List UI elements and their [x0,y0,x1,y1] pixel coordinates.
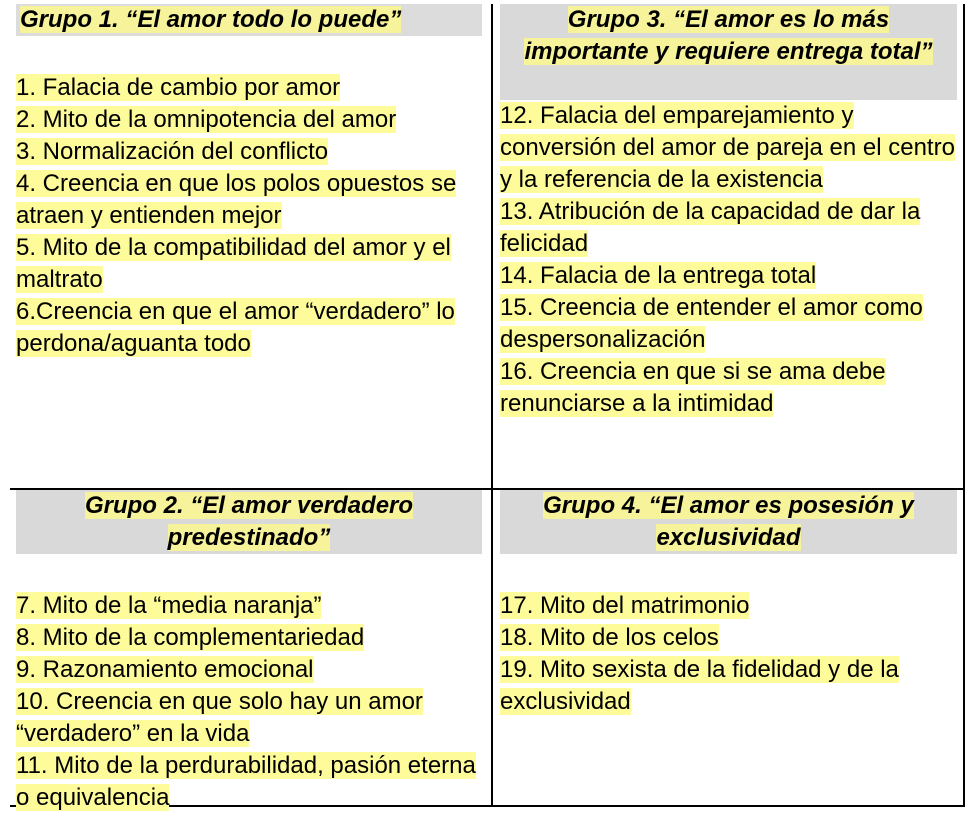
list-item: 6.Creencia en que el amor “verdadero” lo perdona/aguanta todo [16,298,455,357]
group-3-list [500,100,957,420]
list-item: 4. Creencia en que los polos opuestos se atraen y entienden mejor [16,170,457,229]
list-item: 12. Falacia del emparejamiento y conversión del amor de pareja en el centro y la referencia de la existencia [500,102,955,193]
column-divider [491,4,493,805]
group-4-cell [500,490,957,718]
group-2-cell [16,490,482,814]
group-1-list [16,72,482,360]
list-item: 14. Falacia de la entrega total [500,262,817,289]
list-item: 17. Mito del matrimonio [500,592,750,619]
group-1-header [16,4,482,36]
list-item: 7. Mito de la “media naranja” [16,592,322,619]
list-item: 9. Razonamiento emocional [16,656,314,683]
group-1-cell [16,4,482,360]
group-4-list [500,590,957,718]
group-2-header [16,490,482,554]
group-2-list [16,590,482,814]
group-2-title: Grupo 2. “El amor verdadero predestinado” [84,492,414,551]
list-item: 15. Creencia de entender el amor como despersonalización [500,294,923,353]
group-4-header [500,490,957,554]
list-item: 18. Mito de los celos [500,624,719,651]
list-item: 3. Normalización del conflicto [16,138,329,165]
group-4-title: Grupo 4. “El amor es posesión y exclusividad [543,492,914,551]
list-item: 8. Mito de la complementariedad [16,624,365,651]
list-item: 2. Mito de la omnipotencia del amor [16,106,397,133]
list-item: 19. Mito sexista de la fidelidad y de la exclusividad [500,656,899,715]
group-1-title: Grupo 1. “El amor todo lo puede” [20,6,402,33]
list-item: 5. Mito de la compatibilidad del amor y el maltrato [16,234,451,293]
group-3-header [500,4,957,100]
group-3-cell [500,4,957,420]
group-3-title: Grupo 3. “El amor es lo más importante y requiere entrega total” [524,6,933,65]
myths-table [10,4,965,811]
list-item: 11. Mito de la perdurabilidad, pasión eterna o equivalencia [16,752,476,811]
list-item: 1. Falacia de cambio por amor [16,74,341,101]
list-item: 16. Creencia en que si se ama debe renunciarse a la intimidad [500,358,886,417]
right-border [963,4,965,807]
list-item: 10. Creencia en que solo hay un amor “verdadero” en la vida [16,688,423,747]
list-item: 13. Atribución de la capacidad de dar la felicidad [500,198,921,257]
